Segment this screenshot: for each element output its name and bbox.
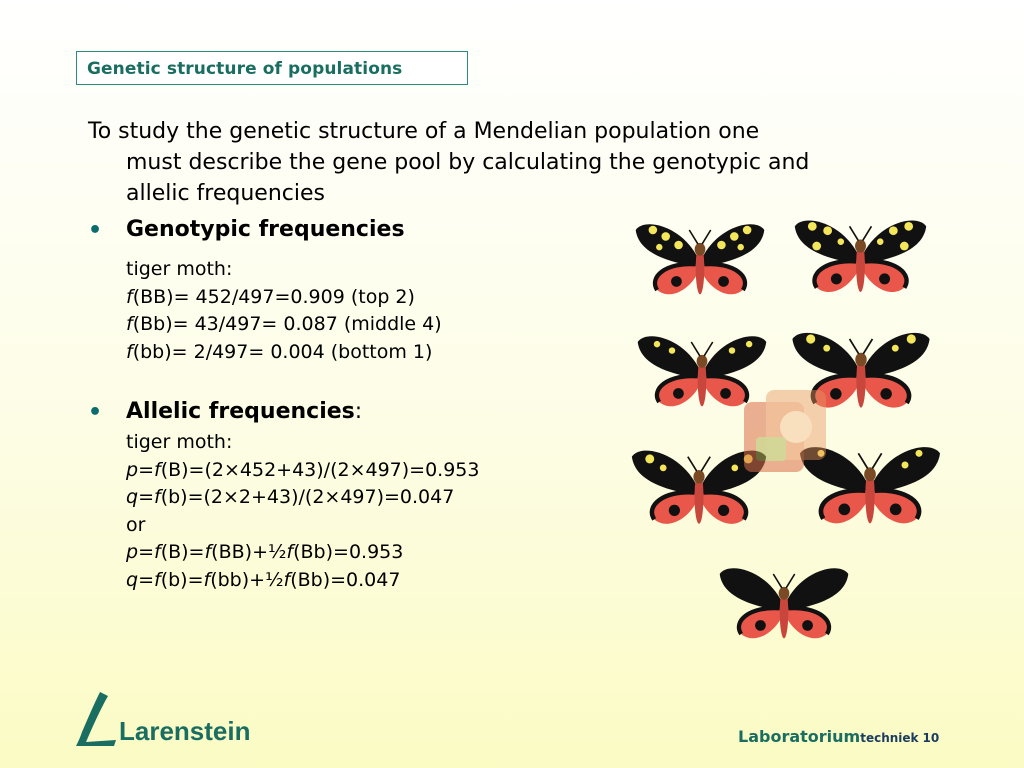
footer: [738, 727, 939, 746]
footer-lab-suffix: techniek: [860, 731, 919, 745]
moth-image: [704, 559, 864, 649]
larenstein-logo-icon: [70, 688, 120, 752]
genotypic-line: f(bb)= 2/497= 0.004 (bottom 1): [126, 340, 433, 363]
allelic-line: q=f(b)=f(bb)+½f(Bb)=0.047: [126, 568, 401, 591]
allelic-heading: Allelic frequencies:: [126, 399, 363, 424]
presentation-watermark-icon: [736, 382, 836, 482]
allelic-species: tiger moth:: [126, 431, 233, 453]
allelic-line: p=f(B)=f(BB)+½f(Bb)=0.953: [126, 541, 404, 563]
footer-lab-label: Laboratorium: [738, 727, 861, 746]
genotypic-line: f(Bb)= 43/497= 0.087 (middle 4): [126, 313, 442, 335]
intro-paragraph: [88, 116, 948, 209]
bullet-icon: •: [88, 400, 103, 425]
genotypic-heading: Genotypic frequencies: [126, 217, 405, 242]
intro-line-3: allelic frequencies: [126, 181, 325, 206]
slide-title-box: [76, 51, 468, 85]
allelic-or: or: [126, 513, 146, 536]
slide-title: Genetic structure of populations: [87, 59, 403, 79]
intro-line-1: To study the genetic structure of a Mendelian population one: [88, 119, 760, 144]
allelic-line: q=f(b)=(2×2+43)/(2×497)=0.047: [126, 486, 455, 508]
bullet-icon: •: [88, 218, 103, 243]
intro-line-2: must describe the gene pool by calculating the genotypic and: [126, 150, 810, 175]
allelic-line: p=f(B)=(2×452+43)/(2×497)=0.953: [126, 458, 480, 481]
moth-image: [788, 211, 933, 303]
genotypic-line: f(BB)= 452/497=0.909 (top 2): [126, 285, 415, 308]
allelic-block: [126, 429, 479, 594]
genotypic-species: tiger moth:: [126, 258, 233, 280]
page-number: 10: [922, 731, 940, 745]
genotypic-block: [126, 256, 442, 366]
moth-image: [630, 215, 770, 305]
larenstein-logo-text: Larenstein: [119, 716, 251, 746]
